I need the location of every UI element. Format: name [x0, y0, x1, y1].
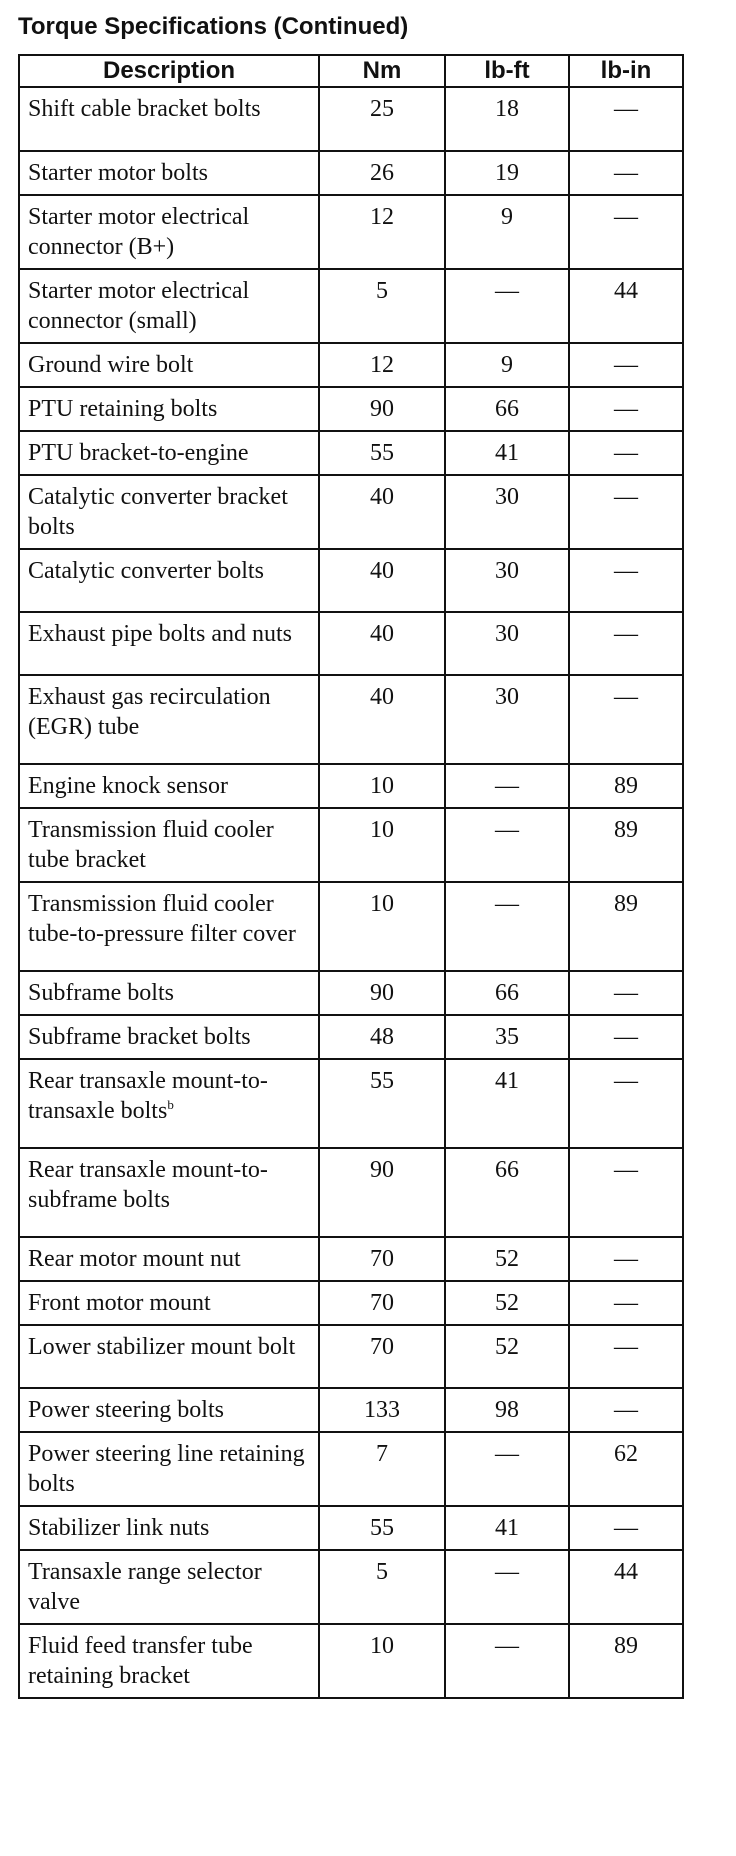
- cell-description: Transmission fluid cooler tube-to-pressure filter cover: [19, 882, 319, 971]
- cell-description: Shift cable bracket bolts: [19, 87, 319, 151]
- cell-lb-ft: 41: [445, 431, 569, 475]
- cell-description: Rear transaxle mount-to-subframe bolts: [19, 1148, 319, 1237]
- cell-nm: 10: [319, 1624, 445, 1698]
- table-row: [19, 1015, 683, 1059]
- table-row: [19, 1325, 683, 1388]
- cell-description: Engine knock sensor: [19, 764, 319, 808]
- cell-lb-in: —: [569, 1281, 683, 1325]
- cell-nm: 10: [319, 882, 445, 971]
- cell-nm: 55: [319, 1059, 445, 1148]
- cell-description: [19, 1059, 319, 1148]
- cell-lb-in: 44: [569, 1550, 683, 1624]
- cell-lb-in: —: [569, 549, 683, 612]
- cell-nm: 70: [319, 1237, 445, 1281]
- cell-nm: 70: [319, 1325, 445, 1388]
- cell-nm: 25: [319, 87, 445, 151]
- description-text: Rear transaxle mount-to-transaxle bolts: [28, 1068, 268, 1124]
- cell-description: PTU bracket-to-engine: [19, 431, 319, 475]
- cell-description: Subframe bolts: [19, 971, 319, 1015]
- table-row: [19, 1059, 683, 1148]
- table-row: [19, 675, 683, 764]
- cell-lb-ft: 66: [445, 387, 569, 431]
- table-row: [19, 971, 683, 1015]
- cell-lb-in: —: [569, 1506, 683, 1550]
- cell-nm: 40: [319, 549, 445, 612]
- table-row: [19, 1550, 683, 1624]
- cell-lb-ft: 9: [445, 343, 569, 387]
- cell-description: Stabilizer link nuts: [19, 1506, 319, 1550]
- cell-lb-ft: 41: [445, 1506, 569, 1550]
- table-row: [19, 1281, 683, 1325]
- cell-description: Subframe bracket bolts: [19, 1015, 319, 1059]
- cell-lb-ft: 30: [445, 675, 569, 764]
- cell-lb-in: —: [569, 195, 683, 269]
- table-row: [19, 1624, 683, 1698]
- cell-lb-in: —: [569, 1059, 683, 1148]
- cell-lb-ft: 19: [445, 151, 569, 195]
- cell-nm: 10: [319, 764, 445, 808]
- cell-nm: 40: [319, 675, 445, 764]
- cell-description: Catalytic converter bolts: [19, 549, 319, 612]
- table-row: [19, 343, 683, 387]
- cell-lb-in: —: [569, 675, 683, 764]
- header-description: Description: [19, 55, 319, 87]
- cell-lb-in: —: [569, 343, 683, 387]
- cell-lb-ft: 98: [445, 1388, 569, 1432]
- table-row: [19, 87, 683, 151]
- cell-nm: 90: [319, 1148, 445, 1237]
- table-row: [19, 1237, 683, 1281]
- cell-lb-ft: 66: [445, 971, 569, 1015]
- cell-lb-ft: 18: [445, 87, 569, 151]
- cell-description: Ground wire bolt: [19, 343, 319, 387]
- table-row: [19, 612, 683, 675]
- cell-description: Fluid feed transfer tube retaining bracket: [19, 1624, 319, 1698]
- cell-lb-ft: —: [445, 764, 569, 808]
- cell-nm: 12: [319, 195, 445, 269]
- cell-lb-in: 89: [569, 764, 683, 808]
- table-row: [19, 269, 683, 343]
- cell-nm: 12: [319, 343, 445, 387]
- table-row: [19, 1388, 683, 1432]
- cell-lb-ft: 66: [445, 1148, 569, 1237]
- table-row: [19, 764, 683, 808]
- header-lb-in: lb-in: [569, 55, 683, 87]
- cell-description: Starter motor bolts: [19, 151, 319, 195]
- cell-lb-ft: —: [445, 882, 569, 971]
- header-nm: Nm: [319, 55, 445, 87]
- cell-description: PTU retaining bolts: [19, 387, 319, 431]
- cell-lb-ft: 52: [445, 1281, 569, 1325]
- cell-description: Exhaust pipe bolts and nuts: [19, 612, 319, 675]
- cell-lb-ft: —: [445, 808, 569, 882]
- cell-lb-in: —: [569, 1388, 683, 1432]
- cell-description: Power steering bolts: [19, 1388, 319, 1432]
- cell-nm: 70: [319, 1281, 445, 1325]
- cell-lb-ft: 30: [445, 549, 569, 612]
- cell-description: Power steering line retaining bolts: [19, 1432, 319, 1506]
- cell-nm: 7: [319, 1432, 445, 1506]
- table-row: [19, 882, 683, 971]
- cell-lb-in: —: [569, 1148, 683, 1237]
- cell-nm: 90: [319, 971, 445, 1015]
- cell-description: Exhaust gas recirculation (EGR) tube: [19, 675, 319, 764]
- cell-description: Rear motor mount nut: [19, 1237, 319, 1281]
- cell-description: Front motor mount: [19, 1281, 319, 1325]
- torque-spec-table: [18, 54, 684, 1699]
- page-title: Torque Specifications (Continued): [18, 13, 409, 40]
- table-row: [19, 1432, 683, 1506]
- cell-description: Starter motor electrical connector (B+): [19, 195, 319, 269]
- cell-description: Catalytic converter bracket bolts: [19, 475, 319, 549]
- footnote-marker: b: [167, 1097, 174, 1112]
- cell-lb-in: 89: [569, 1624, 683, 1698]
- cell-description: Lower stabilizer mount bolt: [19, 1325, 319, 1388]
- table-row: [19, 549, 683, 612]
- cell-lb-in: —: [569, 151, 683, 195]
- cell-nm: 133: [319, 1388, 445, 1432]
- cell-nm: 5: [319, 269, 445, 343]
- cell-lb-ft: 52: [445, 1237, 569, 1281]
- cell-nm: 40: [319, 612, 445, 675]
- cell-lb-ft: 9: [445, 195, 569, 269]
- cell-nm: 5: [319, 1550, 445, 1624]
- cell-lb-in: —: [569, 87, 683, 151]
- cell-lb-ft: —: [445, 269, 569, 343]
- header-lb-ft: lb-ft: [445, 55, 569, 87]
- cell-lb-in: —: [569, 1325, 683, 1388]
- cell-lb-in: 89: [569, 808, 683, 882]
- cell-lb-ft: —: [445, 1624, 569, 1698]
- cell-lb-in: —: [569, 431, 683, 475]
- table-row: [19, 808, 683, 882]
- cell-lb-in: 44: [569, 269, 683, 343]
- cell-nm: 55: [319, 431, 445, 475]
- cell-lb-ft: 30: [445, 475, 569, 549]
- cell-lb-ft: 52: [445, 1325, 569, 1388]
- cell-lb-ft: —: [445, 1550, 569, 1624]
- table-row: [19, 387, 683, 431]
- cell-lb-in: —: [569, 1015, 683, 1059]
- cell-lb-ft: 35: [445, 1015, 569, 1059]
- cell-nm: 55: [319, 1506, 445, 1550]
- cell-lb-in: 62: [569, 1432, 683, 1506]
- cell-lb-in: —: [569, 475, 683, 549]
- cell-lb-in: —: [569, 387, 683, 431]
- table-row: [19, 1148, 683, 1237]
- cell-lb-in: —: [569, 612, 683, 675]
- table-row: [19, 1506, 683, 1550]
- cell-lb-in: 89: [569, 882, 683, 971]
- cell-lb-in: —: [569, 971, 683, 1015]
- cell-description: Transmission fluid cooler tube bracket: [19, 808, 319, 882]
- cell-nm: 10: [319, 808, 445, 882]
- table-row: [19, 195, 683, 269]
- table-header-row: [19, 55, 683, 87]
- cell-lb-ft: 41: [445, 1059, 569, 1148]
- cell-nm: 26: [319, 151, 445, 195]
- cell-lb-ft: —: [445, 1432, 569, 1506]
- table-row: [19, 475, 683, 549]
- cell-nm: 48: [319, 1015, 445, 1059]
- cell-nm: 90: [319, 387, 445, 431]
- cell-lb-in: —: [569, 1237, 683, 1281]
- cell-nm: 40: [319, 475, 445, 549]
- table-row: [19, 431, 683, 475]
- cell-description: Starter motor electrical connector (small): [19, 269, 319, 343]
- table-row: [19, 151, 683, 195]
- cell-description: Transaxle range selector valve: [19, 1550, 319, 1624]
- cell-lb-ft: 30: [445, 612, 569, 675]
